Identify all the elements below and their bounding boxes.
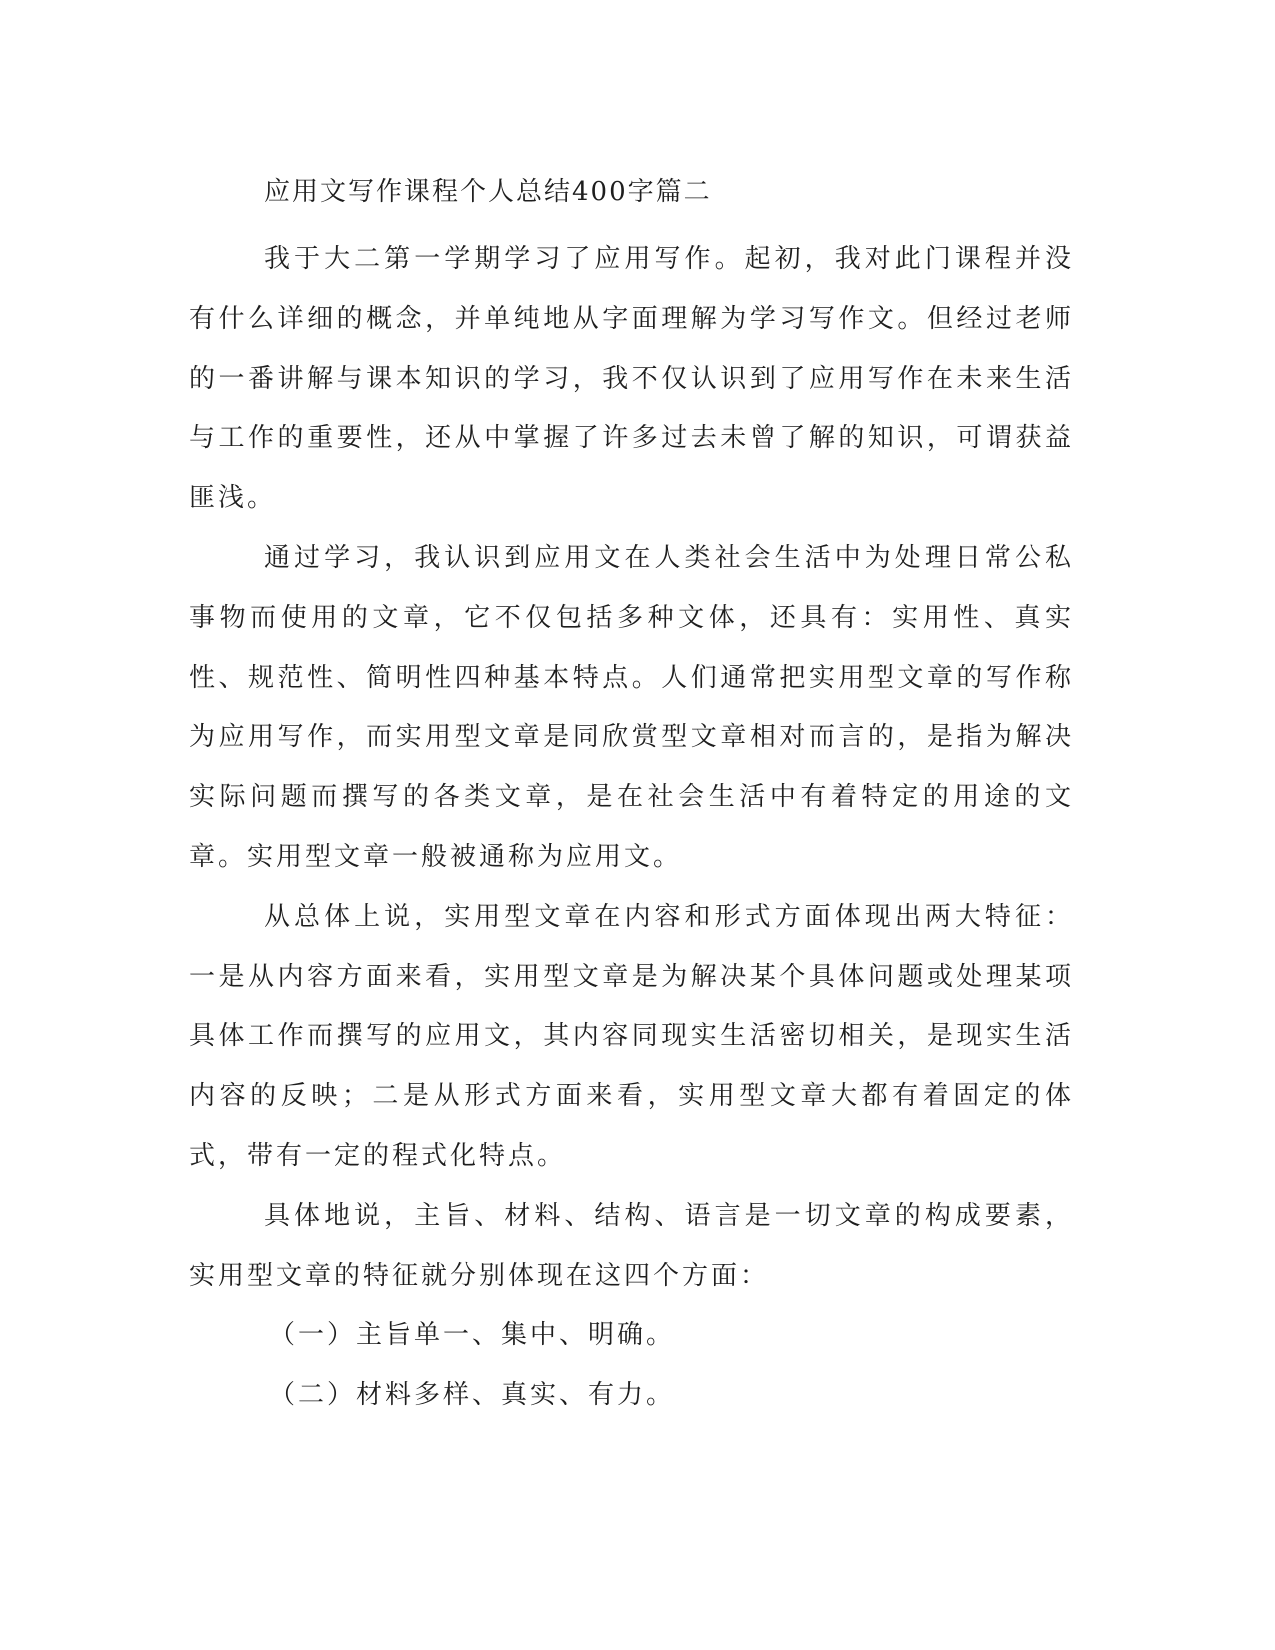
document-body [189, 168, 1074, 1426]
paragraph-2: 通过学习，我认识到应用文在人类社会生活中为处理日常公私事物而使用的文章，它不仅包括多种文体，还具有：实用性、真实性、规范性、简明性四种基本特点。人们通常把实用型文章的写作称为应用写作，而实用型文章是同欣赏型文章相对而言的，是指为解决实际问题而撰写的各类文章，是在社会生活中有着特定的用途的文章。实用型文章一般被通称为应用文。 [189, 542, 1074, 872]
paragraph-1: 我于大二第一学期学习了应用写作。起初，我对此门课程并没有什么详细的概念，并单纯地从字面理解为学习写作文。但经过老师的一番讲解与课本知识的学习，我不仅认识到了应用写作在未来生活与工作的重要性，还从中掌握了许多过去未曾了解的知识，可谓获益匪浅。 [189, 244, 1074, 514]
paragraph-4: 具体地说，主旨、材料、结构、语言是一切文章的构成要素，实用型文章的特征就分别体现在这四个方面： [189, 1200, 1074, 1291]
paragraph-3: 从总体上说，实用型文章在内容和形式方面体现出两大特征：一是从内容方面来看，实用型文章是为解决某个具体问题或处理某项具体工作而撰写的应用文，其内容同现实生活密切相关，是现实生活内容的反映；二是从形式方面来看，实用型文章大都有着固定的体式，带有一定的程式化特点。 [189, 901, 1074, 1171]
list-item-1: （一）主旨单一、集中、明确。 [269, 1320, 676, 1351]
list-item-2: （二）材料多样、真实、有力。 [269, 1380, 676, 1411]
document-title: 应用文写作课程个人总结400字篇二 [264, 177, 712, 207]
